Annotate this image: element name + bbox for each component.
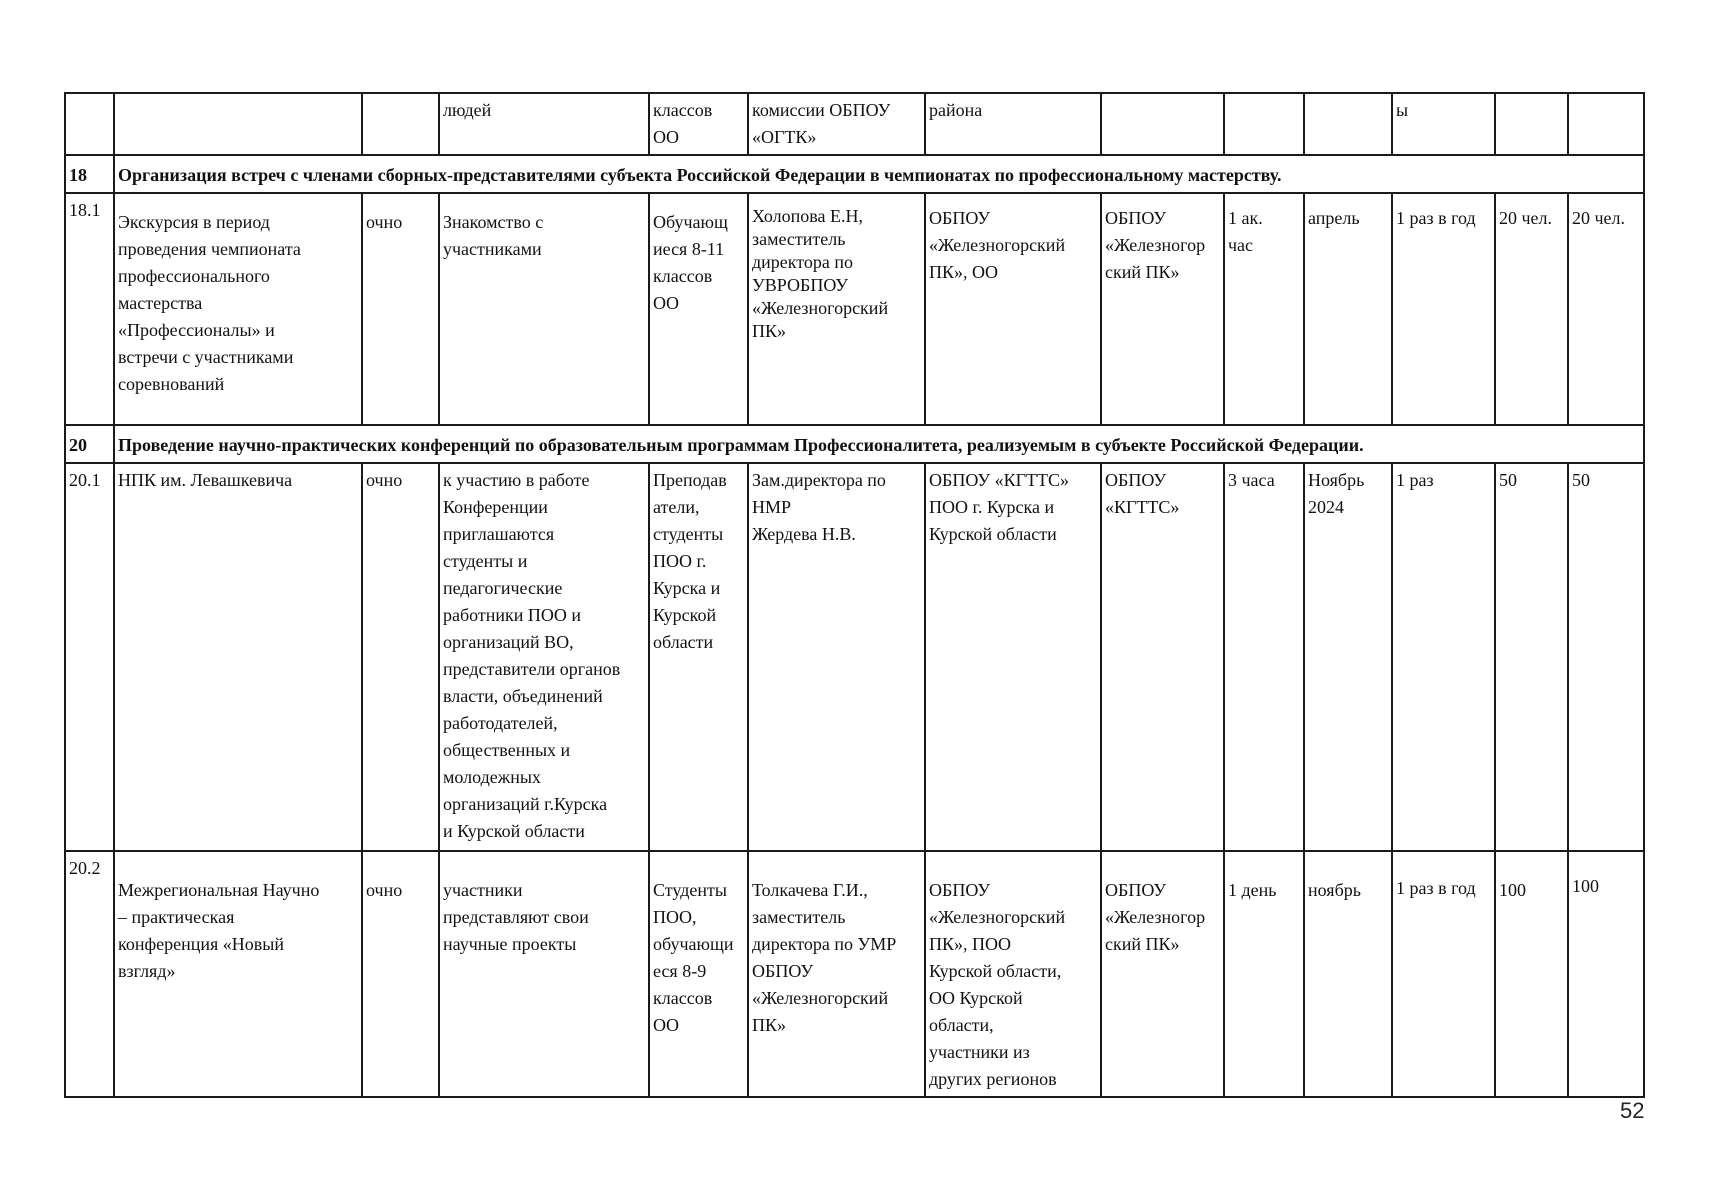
cell-responsible: Толкачева Г.И., заместитель директора по УМР ОБПОУ «Железногорский ПК» xyxy=(748,851,925,1097)
cell-audience: Обучающ иеся 8-11 классов ОО xyxy=(649,193,748,425)
cell-participants-org: района xyxy=(925,93,1101,155)
cell-fact-count: 50 xyxy=(1568,463,1644,851)
cell-event xyxy=(114,93,362,155)
cell-num xyxy=(65,93,114,155)
cell-format: очно xyxy=(362,851,439,1097)
cell-frequency: 1 раз в год xyxy=(1392,193,1495,425)
cell-frequency: 1 раз xyxy=(1392,463,1495,851)
section-row-20 xyxy=(65,425,1644,463)
cell-venue: ОБПОУ «Железногор ский ПК» xyxy=(1101,851,1224,1097)
cell-date: ноябрь xyxy=(1304,851,1392,1097)
cell-date: апрель xyxy=(1304,193,1392,425)
cell-fact-count xyxy=(1568,93,1644,155)
cell-responsible: Холопова Е.Н, заместитель директора по УВРОБПОУ «Железногорский ПК» xyxy=(748,193,925,425)
cell-num: 20.2 xyxy=(65,851,114,1097)
cell-venue xyxy=(1101,93,1224,155)
cell-duration: 3 часа xyxy=(1224,463,1304,851)
cell-event: Межрегиональная Научно – практическая конференция «Новый взгляд» xyxy=(114,851,362,1097)
cell-fact-count: 100 xyxy=(1568,851,1644,1097)
cell-date xyxy=(1304,93,1392,155)
cell-description: людей xyxy=(439,93,649,155)
cell-format: очно xyxy=(362,463,439,851)
cell-num: 18.1 xyxy=(65,193,114,425)
activity-plan-table xyxy=(64,92,1645,1098)
cell-participants-org: ОБПОУ «Железногорский ПК», ОО xyxy=(925,193,1101,425)
cell-fact-count: 20 чел. xyxy=(1568,193,1644,425)
cell-date: Ноябрь 2024 xyxy=(1304,463,1392,851)
cell-duration: 1 день xyxy=(1224,851,1304,1097)
cell-venue: ОБПОУ «Железногор ский ПК» xyxy=(1101,193,1224,425)
cell-participants-org: ОБПОУ «КГТТС» ПОО г. Курска и Курской области xyxy=(925,463,1101,851)
table-row-18-1 xyxy=(65,193,1644,425)
cell-plan-count: 50 xyxy=(1495,463,1568,851)
cell-participants-org: ОБПОУ «Железногорский ПК», ПОО Курской области, ОО Курской области, участники из других регионов xyxy=(925,851,1101,1097)
cell-frequency: ы xyxy=(1392,93,1495,155)
cell-event: Экскурсия в период проведения чемпионата профессионального мастерства «Профессионалы» и встречи с участниками соревнований xyxy=(114,193,362,425)
cell-audience: классов ОО xyxy=(649,93,748,155)
cell-plan-count xyxy=(1495,93,1568,155)
section-row-18 xyxy=(65,155,1644,193)
table-row-20-1 xyxy=(65,463,1644,851)
cell-duration: 1 ак. час xyxy=(1224,193,1304,425)
section-number: 18 xyxy=(65,155,114,193)
cell-responsible: комиссии ОБПОУ «ОГТК» xyxy=(748,93,925,155)
page-number: 52 xyxy=(1620,1098,1645,1123)
cell-format xyxy=(362,93,439,155)
section-title: Организация встреч с членами сборных-представителями субъекта Российской Федерации в чемпионатах по профессиональному мастерству. xyxy=(114,155,1644,193)
cell-event: НПК им. Левашкевича xyxy=(114,463,362,851)
cell-responsible: Зам.директора по НМР Жердева Н.В. xyxy=(748,463,925,851)
cell-description: участники представляют свои научные проекты xyxy=(439,851,649,1097)
cell-plan-count: 100 xyxy=(1495,851,1568,1097)
table-row-20-2 xyxy=(65,851,1644,1097)
section-title: Проведение научно-практических конференций по образовательным программам Профессионалитета, реализуемым в субъекте Российской Федерации. xyxy=(114,425,1644,463)
cell-num: 20.1 xyxy=(65,463,114,851)
cell-format: очно xyxy=(362,193,439,425)
cell-plan-count: 20 чел. xyxy=(1495,193,1568,425)
cell-audience: Преподав атели, студенты ПОО г. Курска и Курской области xyxy=(649,463,748,851)
cell-duration xyxy=(1224,93,1304,155)
cell-venue: ОБПОУ «КГТТС» xyxy=(1101,463,1224,851)
table-row-continued xyxy=(65,93,1644,155)
cell-description: Знакомство с участниками xyxy=(439,193,649,425)
cell-description: к участию в работе Конференции приглашаются студенты и педагогические работники ПОО и организаций ВО, представители органов власти, объединений работодателей, общественных и молодежных организаций г.Курска и Курской области xyxy=(439,463,649,851)
section-number: 20 xyxy=(65,425,114,463)
cell-audience: Студенты ПОО, обучающи еся 8-9 классов ОО xyxy=(649,851,748,1097)
cell-frequency: 1 раз в год xyxy=(1392,851,1495,1097)
